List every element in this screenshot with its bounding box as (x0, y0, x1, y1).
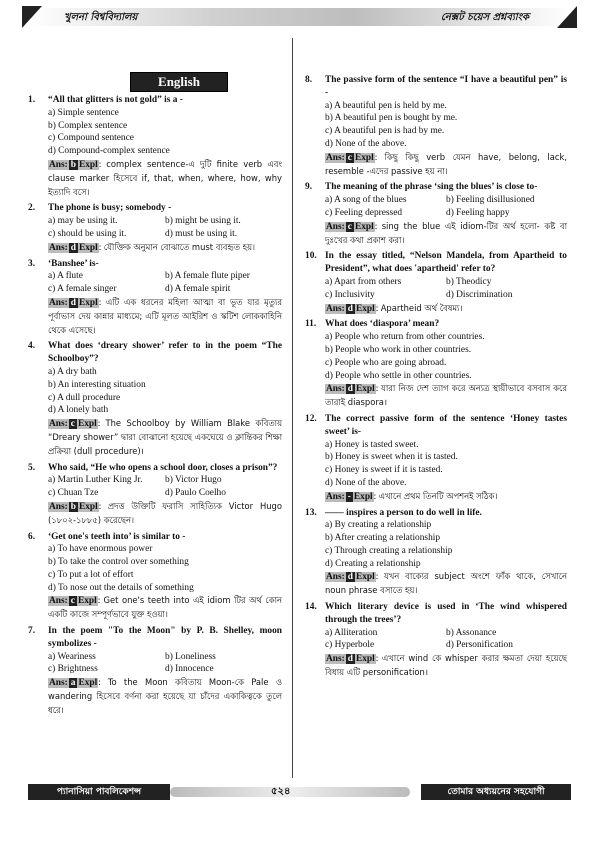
answer-label: Ans: (49, 419, 68, 430)
options (305, 439, 567, 490)
question-number: 6. (28, 531, 36, 542)
explanation-label: Expl (78, 501, 98, 512)
options (305, 331, 567, 382)
options (305, 194, 567, 220)
explanation-label: Expl (78, 159, 98, 170)
question-number: 8. (305, 75, 313, 85)
explanation-text: এখানে wind কে whisper করার ক্ষমতা দেয়া হয়েছে বিধায় এটি personification। (325, 653, 567, 678)
question-stem: What does ‘dreary shower’ refer to in the poem “The Schoolboy”? (48, 341, 282, 365)
column-divider (292, 38, 293, 778)
question-block (28, 531, 282, 623)
header-right-cap (557, 6, 577, 28)
option: d) Innocence (165, 664, 214, 675)
answer-explanation: Ans: d Expl: যারা নিজ দেশ ত্যাগ করে অন্যত্র স্থায়ীভাবে বসবাস করে তারাই diaspora। (325, 383, 567, 408)
explanation-text: এখানে প্রথম তিনটি অপশনই সঠিক। (378, 490, 498, 501)
explanation-label: Expl (355, 303, 375, 314)
option-row (325, 276, 567, 289)
question-block (28, 202, 282, 254)
right-column (305, 74, 567, 683)
options (305, 627, 567, 653)
question-block (305, 74, 567, 178)
options (28, 366, 282, 417)
answer-letter: d (70, 242, 76, 253)
options (28, 270, 282, 296)
question-stem: What does ‘diaspora’ mean? (325, 319, 440, 330)
option: d) must be using it. (165, 228, 238, 239)
explanation-label: Expl (355, 654, 375, 665)
question-text (28, 258, 282, 271)
option: c) Inclusivity (325, 289, 375, 300)
option: d) A lonely bath (48, 405, 109, 416)
option: b) Feeling disillusioned (446, 195, 535, 206)
question-text (28, 202, 282, 215)
option-row (48, 651, 282, 664)
answer-explanation: Ans: c Expl: The Schoolboy by William Blake কবিতায় “Dreary shower” দ্বারা বোঝানো হয়েছে একঘেয়ে ও ক্লান্তিকর শিক্ষা প্রক্রিয়া (dull procedure)। (48, 418, 283, 456)
answer-label: Ans: (326, 152, 345, 163)
option: c) A female singer (48, 284, 117, 295)
explanation-text: complex sentence-এ দুটি finite verb এবং clause marker হিসেবে if, that, when, where, how, why ইত্যাদি বসে। (48, 158, 282, 197)
option: d) Feeling happy (446, 207, 510, 218)
answer-explanation: Ans: c Expl: sing the blue এই idiom-টির অর্থ হলো- কষ্ট বা দুঃখের কথা প্রকাশ করা। (325, 220, 567, 245)
question-text (305, 413, 567, 439)
option-row (325, 289, 567, 302)
footer-slogan: তোমার অধ্যয়নের সহযোগী (421, 784, 571, 800)
question-number: 10. (305, 251, 317, 262)
option: c) Through creating a relationship (325, 545, 453, 556)
explanation-text: কিছু কিছু verb যেমন have, belong, lack, resemble -এদের passive হয় না। (325, 151, 567, 176)
option: d) A female spirit (165, 284, 231, 295)
question-text (28, 340, 282, 366)
explanation-label: Expl (77, 596, 97, 607)
answer-label: Ans: (49, 159, 68, 170)
question-stem: In the poem "To the Moon" by P. B. Shelley, moon symbolizes - (48, 626, 282, 649)
answer-label: Ans: (49, 501, 68, 512)
page-footer (28, 784, 571, 802)
option: d) Paulo Coelho (165, 488, 226, 499)
option: b) An interesting situation (48, 379, 146, 390)
question-number: 12. (305, 413, 317, 424)
options (305, 519, 567, 570)
question-stem: Who said, “He who opens a school door, closes a prison”? (48, 462, 278, 473)
options (305, 276, 567, 302)
question-stem: The passive form of the sentence “I have a beautiful pen” is - (325, 75, 567, 98)
question-block (305, 318, 567, 410)
question-block (28, 462, 282, 528)
option-row (48, 215, 282, 228)
question-text (28, 94, 282, 107)
option-row (325, 207, 567, 220)
question-text (305, 181, 567, 194)
answer-explanation: Ans: c Expl: কিছু কিছু verb যেমন have, belong, lack, resemble -এদের passive হয় না। (325, 151, 567, 176)
option: a) Martin Luther King Jr. (48, 475, 143, 486)
option: d) Creating a relationship (325, 558, 421, 569)
question-block (28, 340, 282, 458)
explanation-text: The Schoolboy by William Blake কবিতায় “Dreary shower” দ্বারা বোঝানো হয়েছে একঘেয়ে ও ক্লান্তিকর শিক্ষা প্রক্রিয়া (dull procedure)। (48, 418, 283, 456)
question-block (28, 94, 282, 199)
question-stem: Which literary device is used in ‘The wind whispered through the trees’? (325, 602, 567, 625)
explanation-label: Expl (78, 297, 98, 308)
page-number: ৫২৪ (271, 786, 291, 797)
header-book-title: নেক্সট চয়েস প্রশ্নব্যাংক (440, 12, 529, 23)
option-row (48, 663, 282, 676)
explanation-text: যৌক্তিক অনুমান বোঝাতে must ব্যবহৃত হয়। (103, 241, 255, 252)
explanation-text: To the Moon কবিতায় Moon-কে Pale ও wandering হিসেবে বর্ণনা করা হয়েছে যা চাঁদের একাকিত্বকে তুলে ধরে। (48, 677, 283, 715)
question-stem: “All that glitters is not gold” is a - (48, 95, 183, 105)
explanation-label: Expl (77, 419, 97, 430)
option: c) Brightness (48, 664, 98, 675)
option: d) None of the above. (325, 477, 407, 488)
option: c) Feeling depressed (325, 207, 403, 218)
answer-explanation: Ans: d Expl: যখন বাক্যের subject অংশে ফাঁক থাকে, সেখানে noun phrase বসাতে হয়। (325, 571, 567, 596)
question-block (28, 258, 282, 338)
explanation-text: এটি এক ধরনের মহিলা আত্মা বা ভূত যার মৃত্যুর পূর্বাভাস দেয় কান্নার মাধ্যমে; এটি মূলত আইরিশ ও স্কটিশ লোককাহিনি থেকে এসেছে। (48, 296, 282, 335)
answer-label: Ans: (326, 221, 345, 232)
answer-label: Ans: (49, 596, 68, 607)
answer-letter: c (70, 596, 75, 607)
question-number: 4. (28, 341, 36, 352)
option: c) Compound sentence (48, 133, 134, 144)
explanation-label: Expl (354, 152, 374, 163)
option: d) Personification (446, 640, 513, 651)
question-number: 11. (305, 319, 317, 330)
answer-letter: b (70, 159, 76, 170)
answer-explanation: Ans: d Expl: Apartheid অর্থ বৈষম্য। (326, 302, 463, 314)
question-block (305, 507, 567, 599)
option-row (325, 627, 567, 640)
option: b) Theodicy (446, 276, 492, 287)
option: b) Assonance (446, 627, 497, 638)
section-title: English (130, 72, 228, 92)
question-text (305, 601, 567, 627)
option: b) To take the control over something (48, 557, 189, 568)
footer-publisher: প্যানাসিয়া পাবলিকেশন্স (28, 784, 170, 800)
option: a) Apart from others (325, 276, 402, 287)
answer-explanation: Ans: d Expl: এটি এক ধরনের মহিলা আত্মা বা ভূত যার মৃত্যুর পূর্বাভাস দেয় কান্নার মাধ্যমে; এটি মূলত আইরিশ ও স্কটিশ লোককাহিনি থেকে এসেছে। (48, 296, 282, 335)
options (28, 107, 282, 158)
page-header (28, 8, 571, 26)
question-number: 3. (28, 258, 36, 269)
question-number: 1. (28, 95, 36, 105)
question-stem: The meaning of the phrase ‘sing the blues’ is close to- (325, 182, 538, 193)
answer-letter: c (70, 419, 75, 430)
question-block (305, 250, 567, 315)
question-number: 5. (28, 462, 36, 473)
explanation-label: Expl (354, 221, 374, 232)
answer-label: Ans: (49, 242, 68, 253)
explanation-label: Expl (353, 491, 373, 502)
question-stem: The correct passive form of the sentence ‘Honey tastes sweet’ is- (325, 413, 567, 437)
options (28, 215, 282, 241)
question-text (305, 318, 567, 331)
question-number: 13. (305, 507, 317, 518)
explanation-text: Apartheid অর্থ বৈষম্য। (380, 302, 463, 313)
option: a) People who return from other countries. (325, 332, 485, 343)
option: d) To nose out the details of something (48, 582, 194, 593)
option: c) should be using it. (48, 228, 127, 239)
option: a) Honey is tasted sweet. (325, 439, 419, 450)
answer-letter: - (347, 491, 351, 502)
question-block (305, 601, 567, 680)
options (28, 651, 282, 677)
option: c) To put a lot of effort (48, 569, 134, 580)
answer-label: Ans: (49, 297, 68, 308)
option-row (48, 487, 282, 500)
option: c) A beautiful pen is had by me. (325, 126, 445, 137)
option: b) Complex sentence (48, 120, 128, 131)
option: a) Weariness (48, 651, 96, 662)
option: a) By creating a relationship (325, 520, 432, 531)
option: b) People who work in other countries. (325, 344, 472, 355)
option-row (48, 270, 282, 283)
option: c) Chuan Tze (48, 488, 99, 499)
option: d) Compound-complex sentence (48, 146, 170, 157)
question-stem: ‘Banshee’ is- (48, 258, 99, 269)
options (28, 474, 282, 500)
option: a) Simple sentence (48, 107, 119, 118)
question-number: 7. (28, 626, 36, 637)
option: b) A female flute piper (165, 271, 250, 282)
option: d) None of the above. (325, 138, 407, 149)
answer-explanation: Ans: a Expl: To the Moon কবিতায় Moon-কে Pale ও wandering হিসেবে বর্ণনা করা হয়েছে যা চাঁদের একাকিত্বকে তুলে ধরে। (48, 677, 283, 715)
option: b) Victor Hugo (165, 475, 222, 486)
answer-label: Ans: (326, 572, 345, 583)
answer-letter: d (347, 384, 353, 395)
answer-letter: c (347, 221, 352, 232)
question-text (305, 507, 567, 520)
option: c) People who are going abroad. (325, 357, 447, 368)
question-block (305, 181, 567, 247)
option: c) A dull procedure (48, 392, 121, 403)
answer-label: Ans: (326, 654, 345, 665)
answer-letter: c (347, 152, 352, 163)
answer-label: Ans: (326, 491, 345, 502)
question-number: 9. (305, 182, 313, 193)
explanation-label: Expl (78, 678, 98, 689)
question-text (305, 74, 567, 100)
option-row (48, 228, 282, 241)
question-text (28, 531, 282, 544)
options (305, 100, 567, 151)
question-block (28, 625, 282, 718)
answer-letter: d (347, 654, 353, 665)
option: b) Loneliness (165, 651, 216, 662)
option-row (48, 474, 282, 487)
answer-explanation: Ans: b Expl: complex sentence-এ দুটি finite verb এবং clause marker হিসেবে if, that, when, where, how, why ইত্যাদি বসে। (48, 158, 282, 197)
question-stem: ‘Get one's teeth into’ is similar to - (48, 531, 186, 542)
header-left-cap (22, 6, 42, 28)
option: b) might be using it. (165, 216, 241, 227)
option: b) Honey is sweet when it is tasted. (325, 452, 458, 463)
answer-label: Ans: (326, 384, 345, 395)
answer-explanation: Ans: - Expl: এখানে প্রথম তিনটি অপশনই সঠিক। (326, 490, 498, 502)
option-row (325, 639, 567, 652)
question-number: 14. (305, 602, 317, 613)
question-number: 2. (28, 203, 36, 214)
option: a) To have enormous power (48, 544, 153, 555)
question-stem: In the essay titled, “Nelson Mandela, from Apartheid to President”, what does 'apartheid' refer to? (325, 251, 567, 275)
explanation-label: Expl (78, 242, 98, 253)
left-column (28, 94, 282, 721)
explanation-label: Expl (355, 572, 375, 583)
option-row (325, 194, 567, 207)
answer-letter: d (347, 303, 353, 314)
question-text (28, 625, 282, 651)
option: a) A dry bath (48, 366, 97, 377)
option: a) A flute (48, 271, 83, 282)
answer-letter: b (70, 501, 76, 512)
option: a) A beautiful pen is held by me. (325, 100, 447, 111)
answer-explanation: Ans: b Expl: প্রদত্ত উক্তিটি ফরাসি সাহিত্যিক Victor Hugo (১৮০২-১৮৮৫) করেছেন। (48, 500, 282, 525)
answer-explanation: Ans: d Expl: যৌক্তিক অনুমান বোঝাতে must ব্যবহৃত হয়। (49, 241, 255, 253)
explanation-text: Get one's teeth into এই idiom টির অর্থ কোন একটি কাজে সম্পূর্ণভাবে যুক্ত হওয়া। (48, 595, 282, 620)
options (28, 543, 282, 594)
option: b) A beautiful pen is bought by me. (325, 113, 458, 124)
option: b) After creating a relationship (325, 533, 441, 544)
question-text (305, 250, 567, 276)
explanation-text: যারা নিজ দেশ ত্যাগ করে অন্যত্র স্থায়ীভাবে বসবাস করে তারাই diaspora। (325, 383, 567, 408)
option: c) Honey is sweet if it is tasted. (325, 465, 443, 476)
answer-explanation: Ans: d Expl: এখানে wind কে whisper করার ক্ষমতা দেয়া হয়েছে বিধায় এটি personification। (325, 653, 567, 678)
question-block (305, 413, 567, 504)
explanation-text: প্রদত্ত উক্তিটি ফরাসি সাহিত্যিক Victor Hugo (১৮০২-১৮৮৫) করেছেন। (48, 500, 282, 525)
answer-explanation: Ans: c Expl: Get one's teeth into এই idiom টির অর্থ কোন একটি কাজে সম্পূর্ণভাবে যুক্ত হওয়া। (48, 595, 282, 620)
answer-label: Ans: (326, 303, 345, 314)
header-university: খুলনা বিশ্ববিদ্যালয় (64, 12, 138, 23)
option: d) People who settle in other countries. (325, 370, 472, 381)
option-row (48, 283, 282, 296)
answer-label: Ans: (49, 678, 68, 689)
answer-letter: a (70, 678, 76, 689)
question-stem: The phone is busy; somebody - (48, 203, 172, 214)
option: a) may be using it. (48, 216, 118, 227)
option: c) Hyperbole (325, 640, 375, 651)
question-stem: —— inspires a person to do well in life. (325, 507, 482, 518)
option: a) Alliteration (325, 627, 378, 638)
option: a) A song of the blues (325, 195, 407, 206)
option: d) Discrimination (446, 289, 513, 300)
question-text (28, 462, 282, 475)
explanation-text: যখন বাক্যের subject অংশে ফাঁক থাকে, সেখানে noun phrase বসাতে হয়। (325, 571, 567, 596)
answer-letter: d (347, 572, 353, 583)
answer-letter: d (70, 297, 76, 308)
explanation-text: sing the blue এই idiom-টির অর্থ হলো- কষ্ট বা দুঃখের কথা প্রকাশ করা। (325, 220, 567, 245)
explanation-label: Expl (355, 384, 375, 395)
